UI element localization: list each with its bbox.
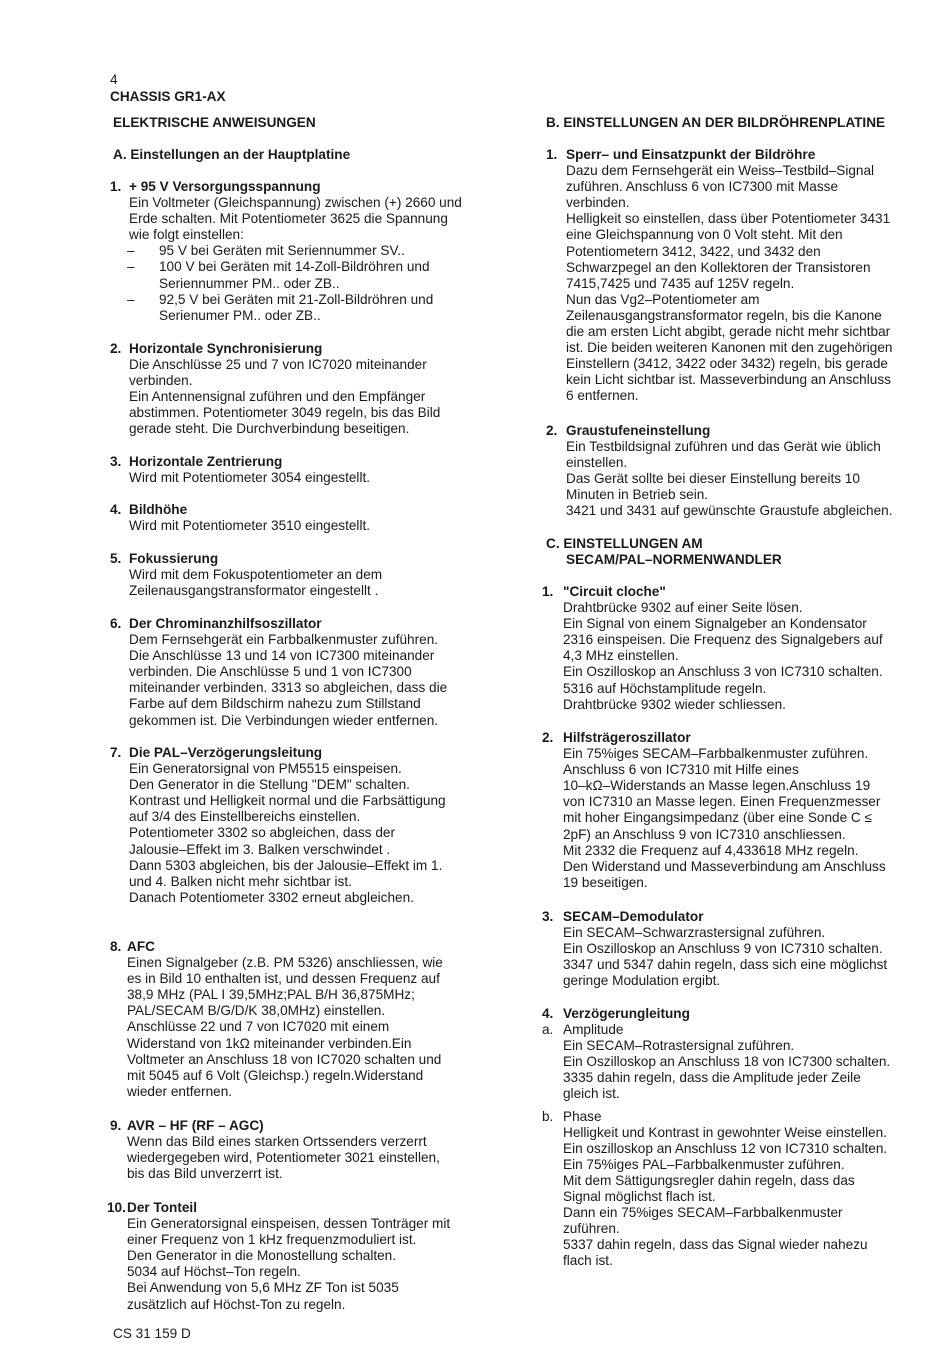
body-line: mit 5045 auf 6 Volt (Gleichsp.) regeln.Widerstand	[127, 1067, 424, 1083]
body-line: PAL/SECAM B/G/D/K 38,0MHz) einstellen.	[127, 1003, 386, 1019]
bullet-item	[129, 243, 462, 259]
body-line: Ein Oszilloskop an Anschluss 18 von IC7300 schalten.	[563, 1054, 891, 1070]
bullet-line: Seriennummer PM.. oder ZB..	[159, 275, 340, 291]
body-line: Ein Testbildsignal zuführen und das Gerät wie üblich	[566, 439, 881, 455]
item-heading	[546, 423, 893, 439]
item-heading	[542, 730, 886, 746]
body-line: Ein 75%iges SECAM–Farbbalkenmuster zuführen.	[563, 746, 869, 762]
bullet-item	[129, 292, 462, 324]
item-body	[110, 1134, 440, 1182]
instruction-item	[542, 730, 886, 891]
body-line: 2316 einspeisen. Die Frequenz des Signalgebers auf	[563, 632, 883, 648]
section-c-heading	[546, 536, 782, 568]
body-line: wie folgt einstellen:	[129, 227, 244, 243]
item-title: + 95 V Versorgungsspannung	[129, 179, 321, 194]
body-line: zusätzlich auf Höchst-Ton zu regeln.	[127, 1296, 346, 1312]
body-line: 6 entfernen.	[566, 388, 639, 404]
instruction-item	[110, 1118, 440, 1182]
body-line: Anschluss 6 von IC7310 mit Hilfe eines	[563, 762, 799, 778]
body-line: Den Widerstand und Masseverbindung am Anschluss	[563, 858, 886, 874]
item-body	[110, 632, 447, 729]
body-line: 4,3 MHz einstellen.	[563, 648, 679, 664]
item-number: 1.	[542, 584, 554, 599]
body-line: 5337 dahin regeln, dass das Signal wieder nahezu	[563, 1237, 868, 1253]
body-line: Einstellern (3412, 3422 oder 3432) regeln, bis gerade	[566, 356, 888, 372]
body-line: Mit 2332 die Frequenz auf 4,433618 MHz regeln.	[563, 842, 859, 858]
item-heading	[110, 551, 382, 567]
body-line: Voltmeter an Anschluss 18 von IC7020 schalten und	[127, 1051, 442, 1067]
body-line: Mit dem Sättigungsregler dahin regeln, dass das	[563, 1172, 855, 1188]
body-line: Einen Signalgeber (z.B. PM 5326) anschliessen, wie	[127, 955, 443, 971]
body-line: Helligkeit so einstellen, dass über Potentiometer 3431	[566, 211, 891, 227]
body-line: Anschlüsse 22 und 7 von IC7020 mit einem	[127, 1019, 390, 1035]
item-title: AFC	[127, 939, 155, 954]
body-line: 5316 auf Höchstamplitude regeln.	[563, 680, 767, 696]
body-line: zuführen.	[563, 1221, 620, 1237]
instruction-item	[110, 502, 370, 534]
body-line: miteinander verbinden. 3313 so abgleichen, dass die	[129, 680, 448, 696]
instruction-item	[110, 616, 447, 729]
dash-marker: –	[127, 259, 135, 275]
sub-item	[542, 1022, 891, 1102]
body-line: Wenn das Bild eines starken Ortssenders verzerrt	[127, 1134, 427, 1150]
item-heading	[542, 909, 887, 925]
instruction-item	[542, 1006, 890, 1270]
body-line: verbinden.	[129, 373, 193, 389]
body-line: Ein Signal von einem Signalgeber an Kondensator	[563, 616, 867, 632]
item-body	[542, 746, 886, 891]
item-body	[110, 955, 443, 1100]
item-title: Horizontale Synchronisierung	[129, 341, 323, 356]
item-heading	[110, 502, 370, 518]
body-line: Farbe auf dem Bildschirm nahezu zum Stillstand	[129, 696, 421, 712]
body-line: ist. Die beiden weiteren Kanonen mit den zugehörigen	[566, 340, 893, 356]
item-number: 8.	[110, 939, 122, 954]
item-number: 3.	[110, 454, 122, 469]
item-body	[542, 925, 887, 989]
body-line: von IC7310 an Masse legen. Einen Frequenzmesser	[563, 794, 881, 810]
item-number: 3.	[542, 909, 554, 924]
sub-item	[542, 1108, 890, 1270]
body-line: es in Bild 10 enthalten ist, und dessen Frequenz auf	[127, 971, 440, 987]
body-line: Danach Potentiometer 3302 erneut abgleichen.	[129, 889, 414, 905]
dash-marker: –	[127, 243, 135, 259]
body-line: wieder entfernen.	[127, 1083, 233, 1099]
chassis-title: CHASSIS GR1-AX	[110, 89, 226, 104]
body-line: kein Licht sichtbar ist. Masseverbindung an Anschluss	[566, 372, 891, 388]
sub-item-title: Phase	[563, 1108, 602, 1124]
item-title: Der Chrominanzhilfsoszillator	[129, 616, 322, 631]
body-line: Ein SECAM–Rotrastersignal zuführen.	[563, 1038, 795, 1054]
body-line: Ein oszilloskop an Anschluss 12 von IC7310 schalten.	[563, 1140, 888, 1156]
body-line: Drahtbrücke 9302 wieder schliessen.	[563, 696, 786, 712]
body-line: Dann ein 75%iges SECAM–Farbbalkenmuster	[563, 1205, 843, 1221]
section-b-heading: B. EINSTELLUNGEN AN DER BILDRÖHRENPLATINE	[546, 115, 886, 130]
body-line: Bei Anwendung von 5,6 MHz ZF Ton ist 5035	[127, 1280, 399, 1296]
item-number: 1.	[110, 179, 122, 194]
body-line: Dazu dem Fernsehgerät ein Weiss–Testbild–Signal	[566, 163, 875, 179]
item-body	[110, 470, 370, 486]
item-title: Horizontale Zentrierung	[129, 454, 283, 469]
item-title: Verzögerungleitung	[563, 1006, 690, 1021]
sub-item-label: b.	[542, 1108, 554, 1124]
body-line: verbinden.	[566, 195, 630, 211]
body-line: einstellen.	[566, 455, 628, 471]
sub-item-heading	[542, 1108, 890, 1125]
item-number: 4.	[542, 1006, 554, 1021]
item-title: Bildhöhe	[129, 502, 188, 517]
item-number: 2.	[542, 730, 554, 745]
body-line: Dann 5303 abgleichen, bis der Jalousie–Effekt im 1.	[129, 857, 443, 873]
item-body	[546, 163, 892, 404]
body-line: 5034 auf Höchst–Ton regeln.	[127, 1264, 301, 1280]
instruction-item	[110, 179, 462, 324]
left-heading: ELEKTRISCHE ANWEISUNGEN	[113, 115, 316, 130]
item-title: Graustufeneinstellung	[566, 423, 711, 438]
item-heading	[110, 454, 370, 470]
instruction-item	[110, 341, 440, 438]
item-number: 2.	[546, 423, 558, 438]
body-line: 3347 und 5347 dahin regeln, dass sich eine möglichst	[563, 957, 888, 973]
instruction-item	[110, 551, 382, 599]
body-line: Wird mit Potentiometer 3510 eingestellt.	[129, 518, 371, 534]
instruction-item	[107, 1200, 451, 1313]
body-line: Ein Generatorsignal einspeisen, dessen Tonträger mit	[127, 1216, 451, 1232]
body-line: Potentiometer 3302 so abgleichen, dass der	[129, 825, 396, 841]
page-number: 4	[110, 72, 118, 87]
bullet-item	[129, 259, 462, 291]
instruction-item	[110, 745, 446, 906]
instruction-item	[542, 909, 887, 989]
item-title: Hilfsträgeroszillator	[563, 730, 691, 745]
item-body	[110, 761, 446, 906]
bullet-line: 92,5 V bei Geräten mit 21-Zoll-Bildröhren und	[159, 291, 434, 307]
body-line: bis das Bild unverzerrt ist.	[127, 1166, 283, 1182]
body-line: Drahtbrücke 9302 auf einer Seite lösen.	[563, 600, 803, 616]
item-title: Die PAL–Verzögerungsleitung	[129, 745, 323, 760]
body-line: Signal möglichst flach ist.	[563, 1189, 716, 1205]
body-line: 3421 und 3431 auf gewünschte Graustufe abgleichen.	[566, 503, 893, 519]
body-line: 10–kΩ–Widerstands an Masse legen.Anschluss 19	[563, 778, 871, 794]
instruction-item	[542, 584, 883, 713]
body-line: abstimmen. Potentiometer 3049 regeln, bis das Bild	[129, 405, 441, 421]
item-title: Fokussierung	[129, 551, 219, 566]
item-number: 4.	[110, 502, 122, 517]
body-line: Widerstand von 1kΩ miteinander verbinden.Ein	[127, 1035, 412, 1051]
body-line: Ein Generatorsignal von PM5515 einspeisen.	[129, 761, 402, 777]
item-heading	[542, 1006, 890, 1022]
section-c-heading-line2: SECAM/PAL–NORMENWANDLER	[566, 552, 782, 568]
body-line: 19 beseitigen.	[563, 874, 648, 890]
item-heading	[110, 341, 440, 357]
item-body	[542, 600, 883, 713]
body-line: Das Gerät sollte bei dieser Einstellung bereits 10	[566, 471, 860, 487]
body-line: 3335 dahin regeln, dass die Amplitude jeder Zeile	[563, 1070, 861, 1086]
body-line: gekommen ist. Die Verbindungen wieder entfernen.	[129, 712, 439, 728]
item-title: SECAM–Demodulator	[563, 909, 704, 924]
body-line: Minuten in Betrieb sein.	[566, 487, 709, 503]
item-body	[542, 1022, 890, 1269]
body-line: mit hoher Eingangsimpedanz (über eine Sonde C ≤	[563, 810, 872, 826]
item-number: 6.	[110, 616, 122, 631]
body-line: Ein Antennensignal zuführen und den Empfänger	[129, 389, 426, 405]
dash-marker: –	[127, 291, 135, 307]
body-line: Wird mit dem Fokuspotentiometer an dem	[129, 567, 383, 583]
item-heading	[110, 616, 447, 632]
body-line: Ein Voltmeter (Gleichspannung) zwischen (+) 2660 und	[129, 195, 462, 211]
body-line: Erde schalten. Mit Potentiometer 3625 die Spannung	[129, 211, 448, 227]
body-line: Potentiometern 3412, 3422, und 3432 den	[566, 243, 821, 259]
body-line: wiedergegeben wird, Potentiometer 3021 einstellen,	[127, 1150, 440, 1166]
body-line: gleich ist.	[563, 1086, 620, 1102]
body-line: einer Frequenz von 1 kHz frequenzmoduliert ist.	[127, 1232, 417, 1248]
instruction-item	[546, 423, 893, 520]
body-line: Ein Oszilloskop an Anschluss 9 von IC7310 schalten.	[563, 941, 883, 957]
item-heading	[110, 939, 443, 955]
body-line: Die Anschlüsse 13 und 14 von IC7300 miteinander	[129, 648, 435, 664]
item-title: AVR – HF (RF – AGC)	[127, 1118, 264, 1133]
body-line: auf 3/4 des Einstellbereichs einstellen.	[129, 809, 361, 825]
body-line: 38,9 MHz (PAL I 39,5MHz;PAL B/H 36,875MHz;	[127, 987, 415, 1003]
item-number: 1.	[546, 147, 558, 162]
item-title: Der Tonteil	[127, 1200, 197, 1215]
item-body	[110, 195, 462, 324]
item-number: 5.	[110, 551, 122, 566]
item-heading	[110, 179, 462, 195]
body-line: Ein Oszilloskop an Anschluss 3 von IC7310 schalten.	[563, 664, 883, 680]
body-line: zuführen. Anschluss 6 von IC7300 mit Masse	[566, 179, 839, 195]
item-heading	[110, 1118, 440, 1134]
item-body	[110, 1216, 450, 1313]
item-heading	[110, 745, 446, 761]
bullet-line: 100 V bei Geräten mit 14-Zoll-Bildröhren und	[159, 259, 430, 275]
body-line: Den Generator in die Stellung "DEM" schalten.	[129, 777, 410, 793]
item-title: "Circuit cloche"	[563, 584, 666, 599]
item-heading	[107, 1200, 450, 1216]
body-line: Ein SECAM–Schwarzrastersignal zuführen.	[563, 925, 826, 941]
body-line: geringe Modulation ergibt.	[563, 973, 721, 989]
sub-item-label: a.	[542, 1022, 554, 1038]
body-line: Dem Fernsehgerät ein Farbbalkenmuster zuführen.	[129, 632, 439, 648]
body-line: Zeilenausgangstransformator regeln, bis die Kanone	[566, 307, 882, 323]
item-heading	[542, 584, 883, 600]
body-line: Kontrast und Helligkeit normal und die Farbsättigung	[129, 793, 446, 809]
sub-item-title: Amplitude	[563, 1022, 624, 1038]
body-line: Die Anschlüsse 25 und 7 von IC7020 miteinander	[129, 357, 427, 373]
body-line: Den Generator in die Monostellung schalten.	[127, 1248, 397, 1264]
item-number: 9.	[110, 1118, 122, 1133]
item-body	[110, 567, 382, 599]
body-line: Jalousie–Effekt im 3. Balken verschwindet .	[129, 841, 391, 857]
item-body	[110, 518, 370, 534]
instruction-item	[110, 454, 370, 486]
body-line: Ein 75%iges PAL–Farbbalkenmuster zuführen.	[563, 1156, 845, 1172]
sub-item-heading	[542, 1022, 890, 1038]
item-body	[546, 439, 893, 519]
body-line: eine Gleichspannung von 0 Volt steht. Mit den	[566, 227, 843, 243]
body-line: die am ersten Licht abgibt, gerade nicht mehr sichtbar	[566, 324, 891, 340]
item-title: Sperr– und Einsatzpunkt der Bildröhre	[566, 147, 816, 162]
instruction-item	[546, 147, 892, 405]
body-line: Schwarzpegel an den Kollektoren der Transistoren	[566, 259, 871, 275]
item-number: 7.	[110, 745, 122, 760]
section-a-heading: A. Einstellungen an der Hauptplatine	[113, 147, 351, 162]
document-code: CS 31 159 D	[113, 1326, 191, 1341]
item-number: 10.	[107, 1200, 126, 1215]
item-body	[110, 357, 440, 437]
body-line: 7415,7425 und 7435 auf 125V regeln.	[566, 275, 795, 291]
body-line: Helligkeit und Kontrast in gewohnter Weise einstellen.	[563, 1124, 887, 1140]
body-line: 2pF) an Anschluss 9 von IC7310 anschliessen.	[563, 826, 846, 842]
section-c-heading-line1: C. EINSTELLUNGEN AM	[546, 536, 703, 551]
body-line: Nun das Vg2–Potentiometer am	[566, 291, 760, 307]
body-line: flach ist.	[563, 1253, 613, 1269]
body-line: Wird mit Potentiometer 3054 eingestellt.	[129, 470, 371, 486]
bullet-line: 95 V bei Geräten mit Seriennummer SV..	[159, 243, 405, 259]
bullet-line: Serienumer PM.. oder ZB..	[159, 307, 321, 323]
body-line: verbinden. Die Anschlüsse 5 und 1 von IC7300	[129, 664, 412, 680]
body-line: und 4. Balken nicht mehr sichtbar ist.	[129, 873, 352, 889]
body-line: gerade steht. Die Durchverbindung beseitigen.	[129, 421, 410, 437]
instruction-item	[110, 939, 443, 1100]
body-line: Zeilenausgangstransformator eingestellt .	[129, 583, 379, 599]
item-number: 2.	[110, 341, 122, 356]
item-heading	[546, 147, 892, 163]
